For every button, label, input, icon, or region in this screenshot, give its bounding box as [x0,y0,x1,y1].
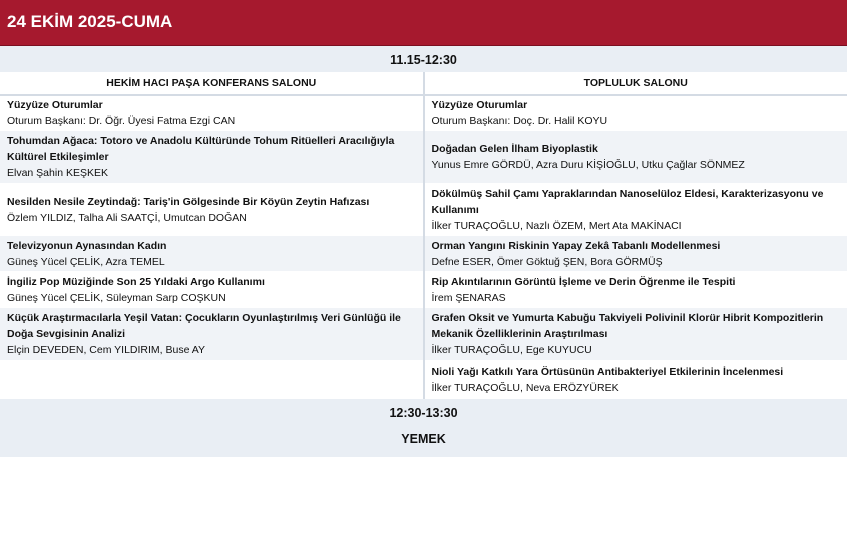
presentation-authors: Özlem YILDIZ, Talha Ali SAATÇİ, Umutcan DOĞAN [7,211,247,224]
presentation-authors: Elçin DEVEDEN, Cem YILDIRIM, Buse AY [7,344,206,356]
hall-header-row [0,72,847,95]
presentation-authors: İlker TURAÇOĞLU, Neva ERÖZYÜREK [431,381,619,394]
page-header [0,0,847,46]
hall-left-header: HEKİM HACI PAŞA KONFERANS SALONU [0,72,424,95]
session-title: Yüzyüze Oturumlar [7,99,103,111]
table-row [0,131,847,184]
presentation-authors: Defne ESER, Ömer Göktuğ ŞEN, Bora GÖRMÜŞ [431,255,663,268]
presentation-title: Televizyonun Aynasından Kadın [7,239,167,252]
presentation-authors: İlker TURAÇOĞLU, Ege KUYUCU [431,344,592,356]
table-row [0,272,847,308]
schedule-cell-left-empty [0,361,424,399]
lunch-block [0,399,847,457]
page-title: 24 EKİM 2025-CUMA [7,12,173,31]
schedule-cell-right [424,236,847,272]
schedule-cell-right [424,308,847,361]
session-authors: Oturum Başkanı: Doç. Dr. Halil KOYU [431,115,608,127]
table-row [0,184,847,236]
lunch-label: YEMEK [401,432,446,446]
presentation-title: Orman Yangını Riskinin Yapay Zekâ Tabanlı Modellenmesi [431,239,721,252]
schedule-table [0,72,847,399]
presentation-title: Doğadan Gelen İlham Biyoplastik [431,143,598,155]
presentation-title: İngiliz Pop Müziğinde Son 25 Yıldaki Argo Kullanımı [7,275,265,288]
table-row [0,236,847,272]
presentation-title: Tohumdan Ağaca: Totoro ve Anadolu Kültüründe Tohum Ritüelleri Aracılığıyla Kültürel Etkileşimler [7,135,395,163]
presentation-authors: Güneş Yücel ÇELİK, Süleyman Sarp COŞKUN [7,291,226,304]
presentation-authors: Yunus Emre GÖRDÜ, Azra Duru KİŞİOĞLU, Utku Çağlar SÖNMEZ [431,159,745,171]
hall-right-header: TOPLULUK SALONU [424,72,847,95]
schedule-cell-left [0,95,424,131]
presentation-title: Nesilden Nesile Zeytindağ: Tariş'in Gölgesinde Bir Köyün Zeytin Hafızası [7,195,370,208]
schedule-cell-right [424,131,847,184]
presentation-title: Küçük Araştırmacılarla Yeşil Vatan: Çocukların Oyunlaştırılmış Veri Günlüğü ile Doğa Sevgisinin Analizi [7,312,401,340]
table-row [0,308,847,361]
presentation-title: Nioli Yağı Katkılı Yara Örtüsünün Antibakteriyel Etkilerinin İncelenmesi [431,365,784,378]
session-time: 11.15-12:30 [0,46,847,72]
session-authors: Oturum Başkanı: Dr. Öğr. Üyesi Fatma Ezgi CAN [7,115,236,127]
session-title: Yüzyüze Oturumlar [431,99,528,111]
presentation-authors: İrem ŞENARAS [431,291,506,304]
schedule-cell-left [0,308,424,361]
schedule-cell-left [0,272,424,308]
table-row [0,95,847,131]
presentation-authors: Elvan Şahin KEŞKEK [7,167,108,179]
schedule-cell-right [424,184,847,236]
schedule-cell-left [0,184,424,236]
schedule-cell-right [424,361,847,399]
lunch-time: 12:30-13:30 [389,406,458,420]
table-row [0,361,847,399]
presentation-title: Grafen Oksit ve Yumurta Kabuğu Takviyeli Polivinil Klorür Hibrit Kompozitlerin Mekanik Özelliklerinin Araştırılması [431,312,824,340]
presentation-authors: İlker TURAÇOĞLU, Nazlı ÖZEM, Mert Ata MAKİNACI [431,219,682,232]
schedule-cell-left [0,131,424,184]
presentation-authors: Güneş Yücel ÇELİK, Azra TEMEL [7,255,165,268]
schedule-cell-left [0,236,424,272]
presentation-title: Dökülmüş Sahil Çamı Yapraklarından Nanoselüloz Eldesi, Karakterizasyonu ve Kullanımı [431,187,824,216]
presentation-title: Rip Akıntılarının Görüntü İşleme ve Derin Öğrenme ile Tespiti [431,275,736,288]
schedule-cell-right [424,272,847,308]
schedule-cell-right [424,95,847,131]
